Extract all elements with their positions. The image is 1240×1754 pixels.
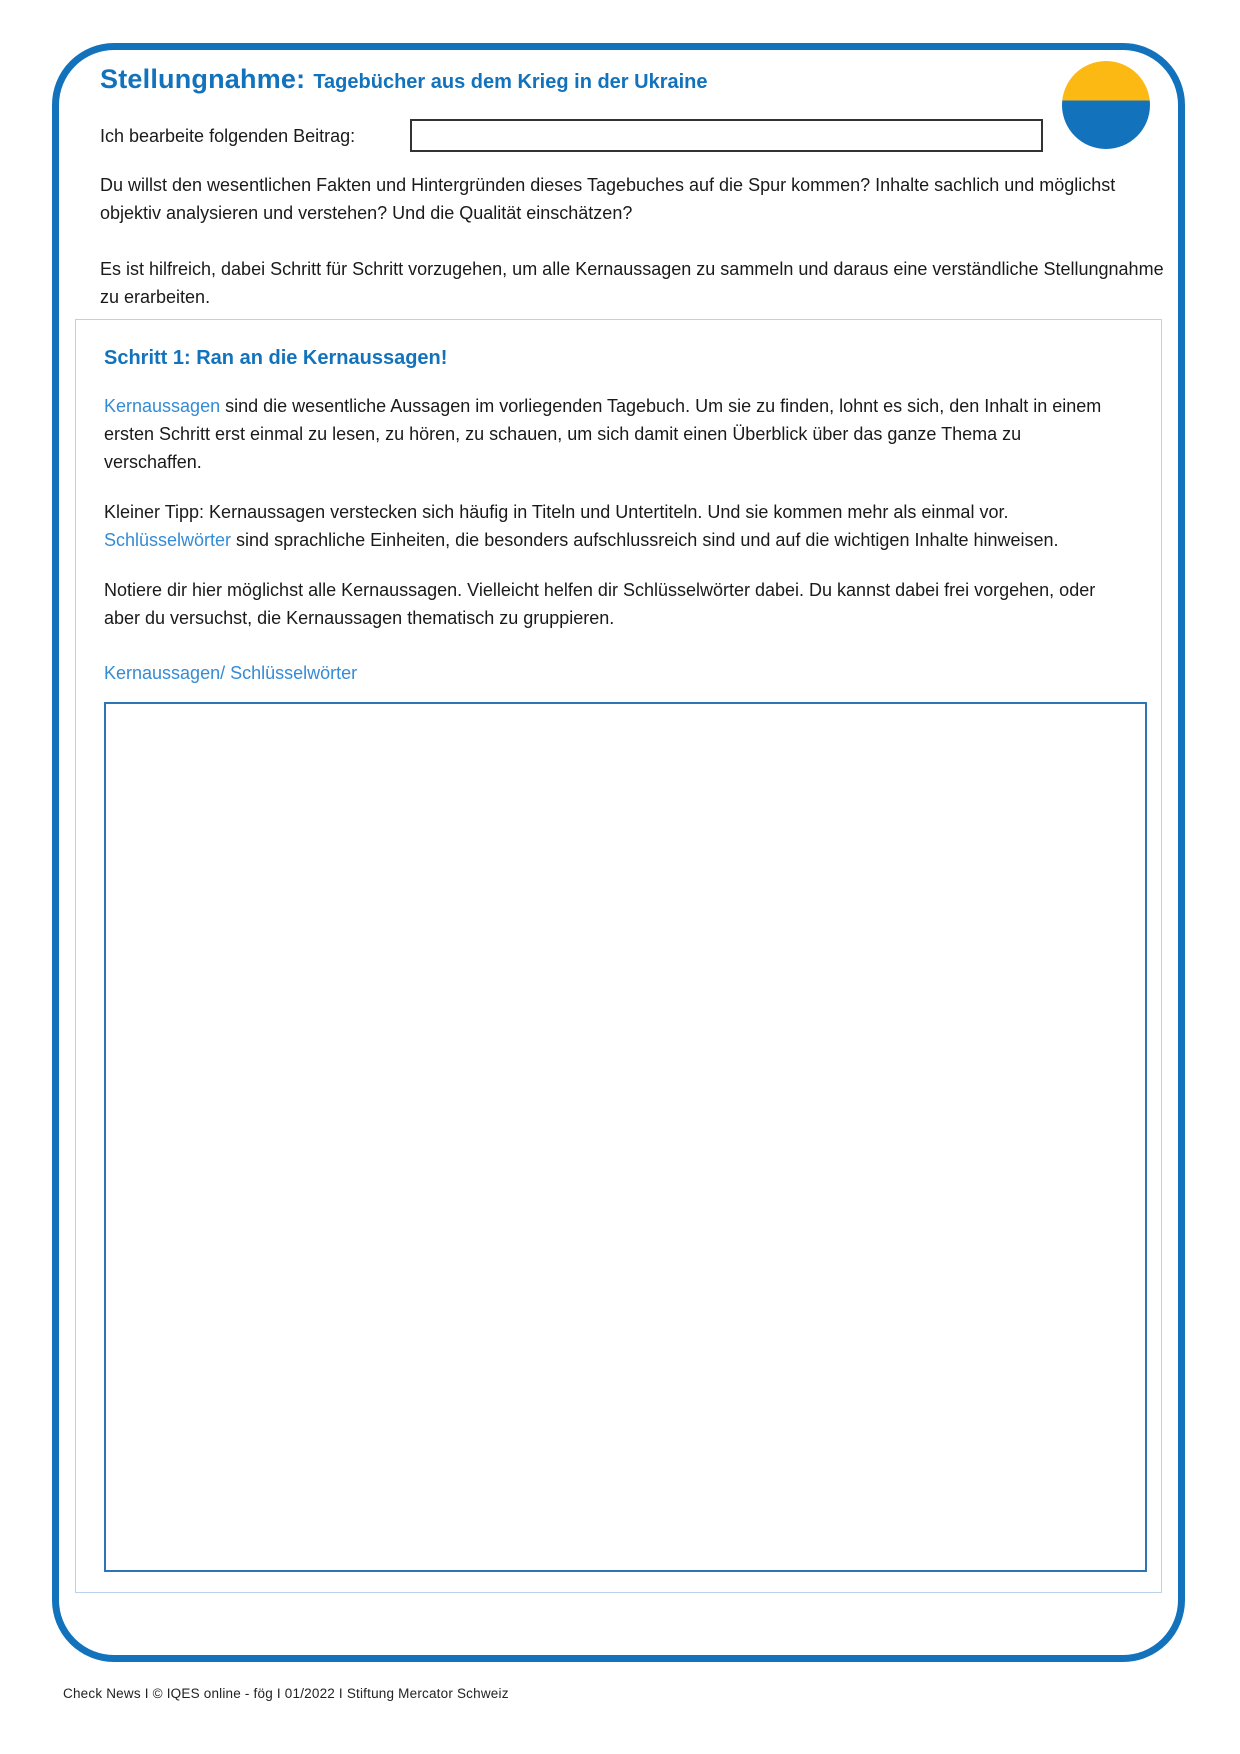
ukraine-flag-icon bbox=[1062, 61, 1150, 149]
step1-paragraph-2-before: Kleiner Tipp: Kernaussagen verstecken sich häufig in Titeln und Untertiteln. Und sie kommen mehr als einmal vor. bbox=[104, 502, 1009, 522]
step1-heading: Schritt 1: Ran an die Kernaussagen! bbox=[104, 347, 448, 369]
step1-section bbox=[75, 319, 1162, 1593]
beitrag-label: Ich bearbeite folgenden Beitrag: bbox=[100, 126, 356, 146]
title-subtitle: Tagebücher aus dem Krieg in der Ukraine bbox=[313, 71, 708, 93]
intro-paragraph-2: Es ist hilfreich, dabei Schritt für Schritt vorzugehen, um alle Kernaussagen zu sammeln und daraus eine verständliche Stellungnahme zu erarbeiten. bbox=[100, 259, 1164, 307]
step1-paragraph-1-text: sind die wesentliche Aussagen im vorliegenden Tagebuch. Um sie zu finden, lohnt es sich, den Inhalt in einem ersten Schritt erst einmal zu lesen, zu hören, zu schauen, um sich damit einen Überblick über das ganze Thema zu verschaffen. bbox=[104, 396, 1102, 472]
notes-textarea[interactable] bbox=[104, 702, 1147, 1572]
notes-label: Kernaussagen/ Schlüsselwörter bbox=[104, 663, 358, 683]
keyword-schluesselwoerter: Schlüsselwörter bbox=[104, 530, 232, 550]
title-main: Stellungnahme: bbox=[100, 64, 306, 94]
intro-paragraph-1: Du willst den wesentlichen Fakten und Hintergründen dieses Tagebuches auf die Spur kommen? Inhalte sachlich und möglichst objektiv analysieren und verstehen? Und die Qualität einschätzen? bbox=[100, 175, 1116, 223]
step1-paragraph-1 bbox=[104, 392, 1112, 476]
keyword-kernaussagen: Kernaussagen bbox=[104, 396, 221, 416]
step1-paragraph-3: Notiere dir hier möglichst alle Kernaussagen. Vielleicht helfen dir Schlüsselwörter dabei. Du kannst dabei frei vorgehen, oder aber du versuchst, die Kernaussagen thematisch zu gruppieren. bbox=[104, 580, 1096, 628]
beitrag-input[interactable] bbox=[410, 119, 1043, 152]
step1-paragraph-2 bbox=[104, 498, 1112, 554]
step1-paragraph-2-after: sind sprachliche Einheiten, die besonders aufschlussreich sind und auf die wichtigen Inhalte hinweisen. bbox=[231, 530, 1059, 550]
footer-credits: Check News I © IQES online - fög I 01/2022 I Stiftung Mercator Schweiz bbox=[63, 1686, 509, 1701]
page-title bbox=[100, 64, 1040, 95]
